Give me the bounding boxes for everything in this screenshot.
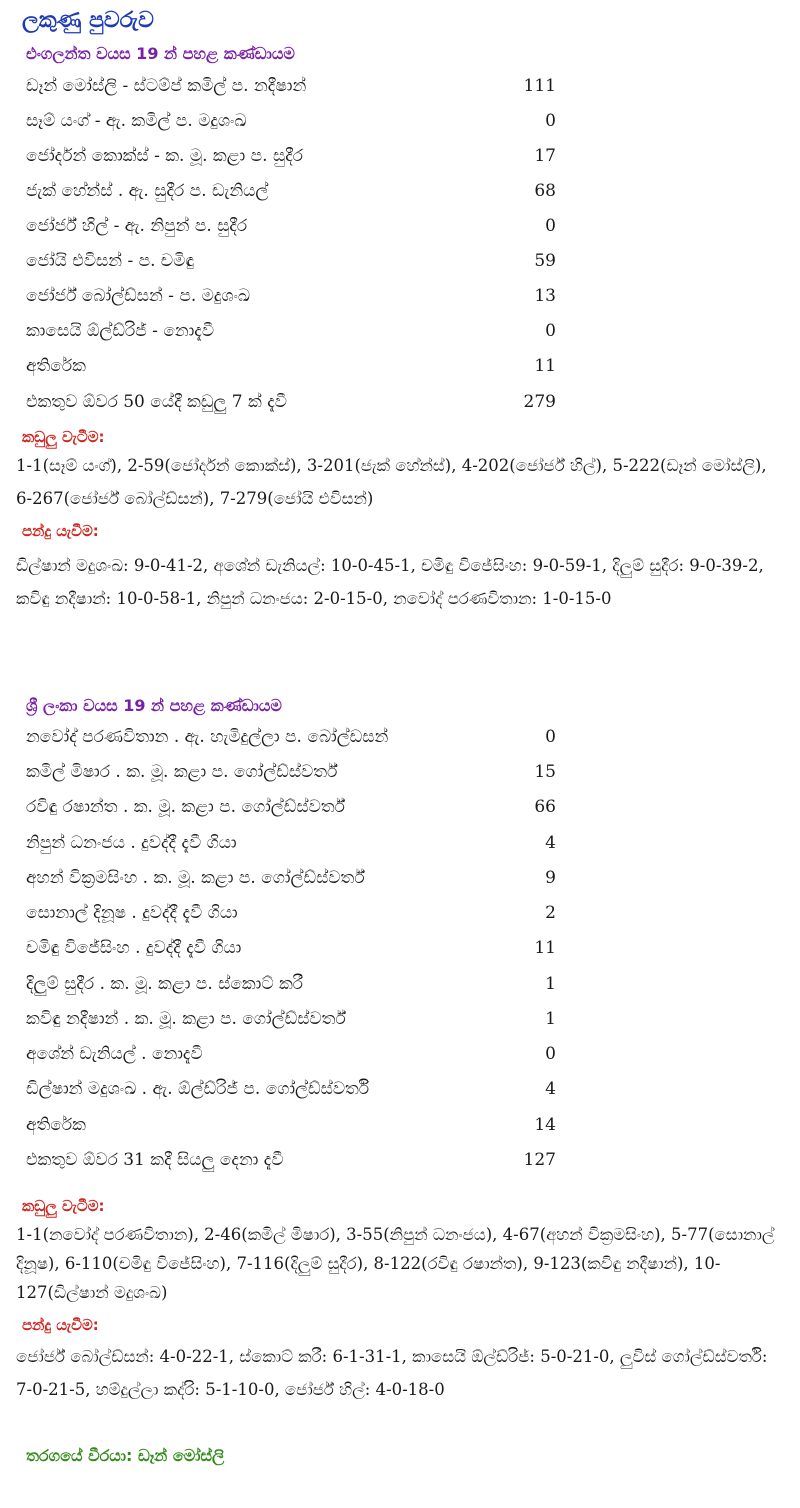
batsman-runs: 9 (545, 868, 556, 888)
england-batting-row (26, 211, 556, 241)
srilanka-batting-row (26, 898, 556, 928)
srilanka-batting-row (26, 1039, 556, 1069)
srilanka-batting-row (26, 1074, 556, 1104)
batsman-name: සොනාල් දිනූෂ . දුවද්දී දැවී ගියා (26, 903, 238, 923)
england-extras-row (26, 351, 556, 381)
srilanka-batting-row (26, 828, 556, 858)
batsman-name: ජෝර්ජ් හිල් - ඇ. නිපුන් ප. සුදීර (26, 216, 248, 236)
batsman-name: නවෝද් පරණවිතාන . ඇ. හැමිදුල්ලා ප. බෝල්ඩසන් (26, 727, 389, 747)
england-total-row (26, 387, 556, 417)
srilanka-batting-row (26, 933, 556, 963)
srilanka-batting-row (26, 792, 556, 822)
batsman-runs: 0 (545, 321, 556, 341)
srilanka-extras-row (26, 1110, 556, 1140)
england-team-title: එංගලන්ත වයස 19 න් පහළ කණ්ඩායම (26, 44, 295, 63)
batsman-runs: 1 (545, 1009, 556, 1029)
batsman-runs: 11 (534, 938, 556, 958)
batsman-name: ජෝර්ජ් බෝල්ඩ්සන් - ප. මදුශංඛ (26, 286, 251, 306)
total-label: එකතුව ඕවර 31 කදී සියලු දෙනා දැවී (26, 1150, 284, 1170)
england-bowling-label: පන්දු යැවීම: (22, 522, 99, 540)
extras-label: අතිරේක (26, 1115, 86, 1135)
batsman-name: සෑම් යංග් - ඇ. කමිල් ප. මදුශංඛ (26, 111, 247, 131)
batsman-name: රවිඳු රෂාන්ත . ක. මූ. කළා ප. ගෝල්ඩ්ස්වර්ත් (26, 797, 345, 817)
extras-runs: 14 (534, 1115, 556, 1135)
srilanka-total-row (26, 1145, 556, 1175)
england-fall-of-wickets: 1-1(සෑම් යංග්), 2-59(ජෝර්දන් කොක්ස්), 3-201(ජැක් හේන්ස්), 4-202(ජෝර්ජ් හිල්), 5-222(ඩෑන් මෝස්ලි), 6-267(ජෝර්ජ් බෝල්ඩ්සන්), 7-279(ජෝයි එවිසන්) (16, 456, 767, 508)
england-batting-row (26, 246, 556, 276)
batsman-runs: 111 (523, 76, 556, 96)
srilanka-batting-row (26, 969, 556, 999)
england-batting-row (26, 176, 556, 206)
batsman-runs: 66 (534, 797, 556, 817)
batsman-runs: 0 (545, 216, 556, 236)
batsman-name: ජැක් හේන්ස් . ඇ. සුදීර ප. ඩැනියල් (26, 181, 269, 201)
total-label: එකතුව ඕවර 50 යේදී කඩුලු 7 ක් දැවී (26, 392, 287, 412)
srilanka-batting-row (26, 722, 556, 752)
batsman-name: අශේන් ඩැනියල් . නොදැවී (26, 1044, 203, 1064)
batsman-runs: 0 (545, 1044, 556, 1064)
batsman-name: ඩෑන් මෝස්ලි - ස්ටම්ප් කමිල් ප. නදීෂාන් (26, 76, 307, 96)
srilanka-team-title: ශ්‍රී ලංකා වයස 19 න් පහළ කණ්ඩායම (26, 696, 282, 715)
batsman-name: කාසෙයි ඕල්ඩ්රිජ් - නොදැවී (26, 321, 215, 341)
player-of-the-match: තරගයේ වීරයා: ඩෑන් මෝස්ලි (26, 1446, 225, 1465)
batsman-runs: 13 (534, 286, 556, 306)
batsman-name: ජෝයි එවිසන් - ප. චමිඳු (26, 251, 195, 271)
srilanka-batting-row (26, 757, 556, 787)
batsman-runs: 4 (545, 1079, 556, 1099)
batsman-name: ඩිල්ෂාන් මදුශංඛ . ඇ. ඕල්ඩ්රිජ් ප. ගෝල්ඩ්ස්වර්ති (26, 1079, 370, 1099)
batsman-name: කමිල් මිෂාර . ක. මූ. කළා ප. ගෝල්ඩ්ස්වර්ත් (26, 762, 338, 782)
batsman-runs: 59 (534, 251, 556, 271)
extras-runs: 11 (534, 356, 556, 376)
total-runs: 127 (523, 1150, 556, 1170)
batsman-runs: 15 (534, 762, 556, 782)
batsman-runs: 1 (545, 974, 556, 994)
england-batting-row (26, 106, 556, 136)
srilanka-batting-row (26, 863, 556, 893)
england-batting-row (26, 316, 556, 346)
batsman-runs: 4 (545, 833, 556, 853)
batsman-name: චමිඳු විජේසිංහ . දුවද්දී දැවී ගියා (26, 938, 242, 958)
england-bowling-figures: ඩිල්ෂාන් මදුශංඛ: 9-0-41-2, අශේන් ඩැනියල්: 10-0-45-1, චමිඳු විජේසිංහ: 9-0-59-1, දිලුම් සුදීර: 9-0-39-2, කවිඳු නදීෂාන්: 10-0-58-1, නිපුන් ධනංජය: 2-0-15-0, නවෝද් පරණවිතාන: 1-0-15-0 (16, 556, 764, 608)
srilanka-bowling-label: පන්දු යැවීම: (22, 1316, 99, 1334)
extras-label: අතිරේක (26, 356, 86, 376)
batsman-name: අහන් වික්‍රමසිංහ . ක. මූ. කළා ප. ගෝල්ඩ්ස්වර්ත් (26, 868, 365, 888)
batsman-name: ජෝර්දන් කොක්ස් - ක. මූ. කළා ප. සුදීර (26, 146, 304, 166)
batsman-runs: 68 (534, 181, 556, 201)
england-wickets-label: කඩුලු වැටීම: (22, 428, 105, 446)
srilanka-fall-of-wickets: 1-1(නවෝද් පරණවිතාන), 2-46(කමිල් මිෂාර), 3-55(නිපුන් ධනංජය), 4-67(අහන් වික්‍රමසිංහ), 5-77(සොනාල් දිනූෂ), 6-110(චමිඳු විජේසිංහ), 7-116(දිලුම් සුදීර), 8-122(රවිඳු රෂාන්ත), 9-123(කවිඳු නදීෂාන්), 10-127(ඩිල්ෂාන් මදුශංඛ) (16, 1225, 775, 1302)
srilanka-wickets-label: කඩුලු වැටීම: (22, 1197, 105, 1215)
england-batting-row (26, 71, 556, 101)
batsman-name: කවිඳු නදීෂාන් . ක. මූ. කළා ප. ගෝල්ඩ්ස්වර්ත් (26, 1009, 346, 1029)
england-batting-row (26, 281, 556, 311)
batsman-runs: 17 (534, 146, 556, 166)
batsman-runs: 2 (545, 903, 556, 923)
batsman-runs: 0 (545, 727, 556, 747)
page-title: ලකුණු පුවරුව (22, 8, 154, 33)
england-batting-row (26, 141, 556, 171)
batsman-name: නිපුන් ධනංජය . දුවද්දී දැවී ගියා (26, 833, 237, 853)
batsman-name: දිලුම් සුදීර . ක. මූ. කළා ප. ස්කොට් කරී (26, 974, 304, 994)
srilanka-batting-row (26, 1004, 556, 1034)
srilanka-bowling-figures: ජෝර්ජ් බෝල්ඩ්සන්: 4-0-22-1, ස්කොට් කරී: 6-1-31-1, කාසෙයි ඕල්ඩ්රිජ්: 5-0-21-0, ලුවිස් ගෝල්ඩ්ස්වර්ති: 7-0-21-5, හම්දුල්ලා කද්රි: 5-1-10-0, ජෝර්ජ් හිල්: 4-0-18-0 (16, 1347, 768, 1399)
batsman-runs: 0 (545, 111, 556, 131)
total-runs: 279 (523, 392, 556, 412)
